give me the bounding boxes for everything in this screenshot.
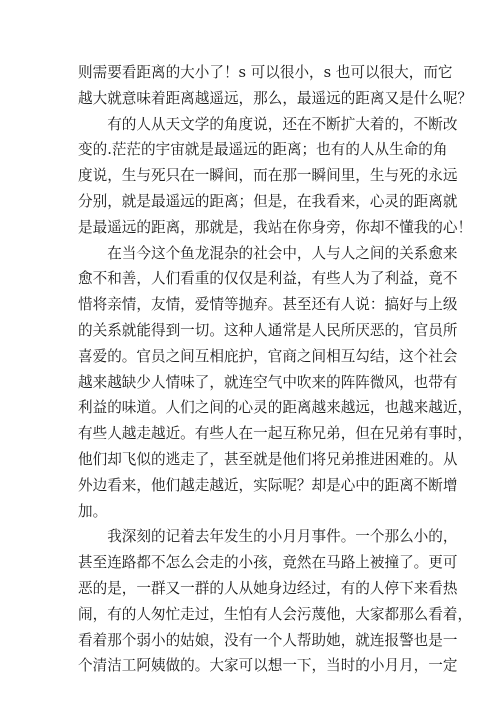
text-line: 愈不和善，人们看重的仅仅是利益，有些人为了利益，竟不 [78,270,458,288]
text-line: 越来越缺少人情味了，就连空气中吹来的阵阵微风，也带有 [78,373,458,391]
body-text [78,60,473,679]
text-line: 外边看来，他们越走越近，实际呢？却是心中的距离不断增 [78,476,458,494]
text-line: 越大就意味着距离越遥远，那么，最遥远的距离又是什么呢？ [78,89,473,107]
paragraph-3 [78,241,473,525]
text-line: 个清洁工阿姨做的。大家可以想一下，当时的小月月，一定 [78,657,458,675]
text-line: 在当今这个鱼龙混杂的社会中，人与人之间的关系愈来 [78,244,458,262]
text-line: 他们却飞似的逃走了，甚至就是他们将兄弟推进困难的。从 [78,450,458,468]
paragraph-1 [78,60,473,112]
text-line: 惜将亲情，友情，爱情等抛弃。甚至还有人说：搞好与上级 [78,296,458,314]
text-line: 有些人越走越近。有些人在一起互称兄弟，但在兄弟有事时， [78,425,473,443]
text-line: 甚至连路都不怎么会走的小孩，竟然在马路上被撞了。更可 [78,554,458,572]
text-line: 变的.茫茫的宇宙就是最遥远的距离；也有的人从生命的角 [78,141,448,159]
text-line: 度说，生与死只在一瞬间，而在那一瞬间里，生与死的永远 [78,167,458,185]
text-line: 闹，有的人匆忙走过，生怕有人会污蔑他，大家都那么看着， [78,605,473,623]
text-line: 利益的味道。人们之间的心灵的距离越来越远，也越来越近， [78,399,473,417]
paragraph-2 [78,112,473,241]
text-line: 有的人从天文学的角度说，还在不断扩大着的，不断改 [78,115,458,133]
text-line: 的关系就能得到一切。这种人通常是人民所厌恶的，官员所 [78,321,458,339]
text-line: 看着那个弱小的姑娘，没有一个人帮助她，就连报警也是一 [78,631,458,649]
text-line: 我深刻的记着去年发生的小月月事件。一个那么小的， [78,528,458,546]
text-line: 恶的是，一群又一群的人从她身边经过，有的人停下来看热 [78,579,458,597]
text-line: 喜爱的。官员之间互相庇护，官商之间相互勾结，这个社会 [78,347,458,365]
text-line: 则需要看距离的大小了！s 可以很小，s 也可以很大，而它 [78,64,453,81]
text-line: 分别，就是最遥远的距离；但是，在我看来，心灵的距离就 [78,192,458,210]
text-line: 是最遥远的距离，那就是，我站在你身旁，你却不懂我的心！ [78,218,473,236]
paragraph-4 [78,524,473,679]
text-line: 加。 [78,502,108,520]
